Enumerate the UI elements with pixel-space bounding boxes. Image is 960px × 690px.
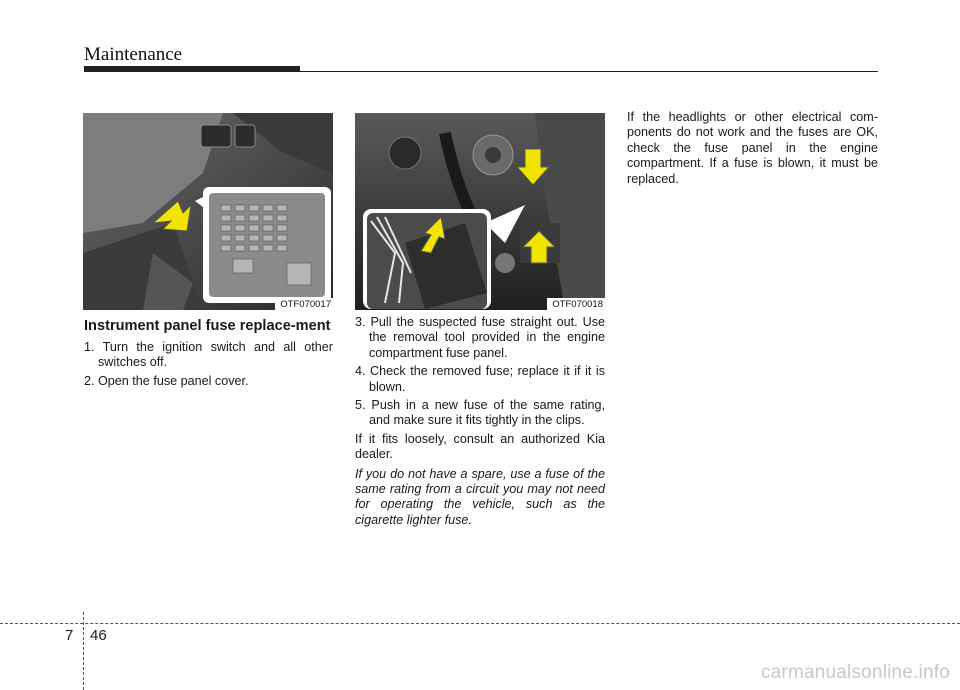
section-heading: Instrument panel fuse replace-ment bbox=[84, 318, 331, 334]
instruction-step: 4. Check the removed fuse; replace it if it is blown. bbox=[355, 364, 605, 394]
instruction-step: 1. Turn the ignition switch and all other switches off. bbox=[84, 340, 333, 370]
engine-compartment-photo bbox=[355, 113, 605, 310]
figure-caption: OTF070018 bbox=[547, 298, 605, 310]
header-bar bbox=[84, 66, 300, 72]
header-rule bbox=[300, 71, 878, 72]
footer-divider bbox=[83, 612, 84, 690]
watermark: carmanualsonline.info bbox=[760, 662, 950, 683]
instrument-panel-fuse-photo bbox=[83, 113, 333, 310]
instruction-step: 3. Pull the suspected fuse straight out. Use the removal tool provided in the engine compartment fuse panel. bbox=[355, 315, 605, 360]
column-1 bbox=[84, 318, 333, 392]
instruction-step: 5. Push in a new fuse of the same rating, and make sure it fits tightly in the clips. bbox=[355, 398, 605, 428]
column-2 bbox=[355, 315, 605, 532]
instrument-panel-illustration bbox=[83, 113, 333, 310]
column-3 bbox=[627, 110, 878, 191]
page-header-title: Maintenance bbox=[84, 44, 183, 65]
body-paragraph: If the headlights or other electrical com-ponents do not work and the fuses are OK, check the fuse panel in the engine compartment. If a fuse is blown, it must be replaced. bbox=[627, 110, 878, 186]
body-paragraph: If it fits loosely, consult an authorized Kia dealer. bbox=[355, 431, 605, 462]
engine-compartment-illustration bbox=[355, 113, 605, 310]
note-paragraph: If you do not have a spare, use a fuse of the same rating from a circuit you may not need for operating the vehicle, such as the cigarette lighter fuse. bbox=[355, 466, 605, 527]
footer-rule bbox=[0, 623, 960, 624]
figure-caption: OTF070017 bbox=[275, 298, 333, 310]
instruction-step: 2. Open the fuse panel cover. bbox=[84, 373, 249, 388]
page-number: 46 bbox=[90, 627, 107, 644]
chapter-number: 7 bbox=[65, 627, 74, 644]
